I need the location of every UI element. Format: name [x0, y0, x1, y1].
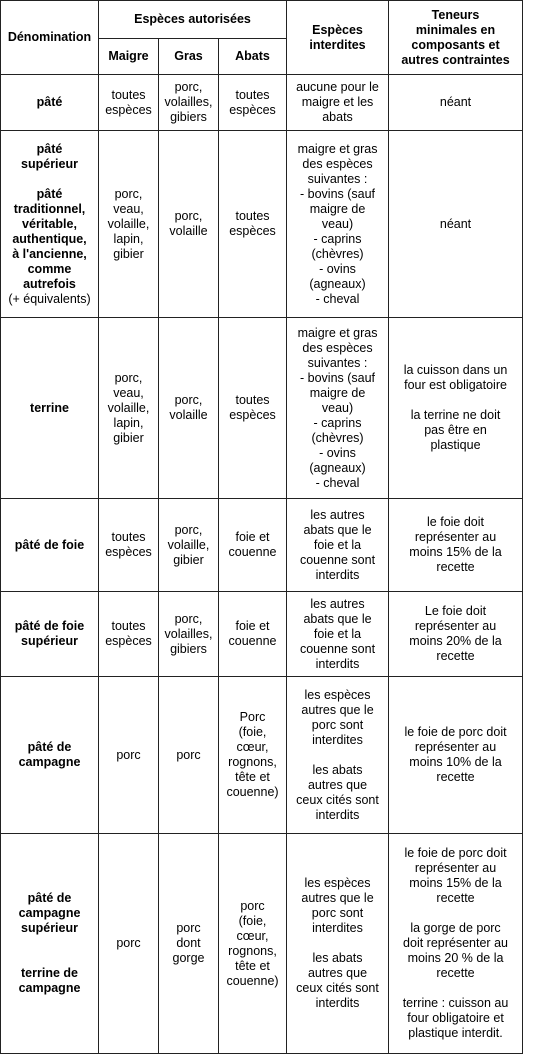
cell-interdites: les espèces autres que le porc sont interdites les abats autres que ceux cités sont interdits [287, 834, 389, 1054]
cell-abats: porc (foie, cœur, rognons, tête et couenne) [219, 834, 287, 1054]
cell-teneurs: le foie doit représenter au moins 15% de la recette [389, 499, 523, 592]
cell-gras: porc dont gorge [159, 834, 219, 1054]
cell-abats: toutes espèces [219, 75, 287, 131]
cell-gras: porc [159, 677, 219, 834]
cell-interdites: les autres abats que le foie et la couenne sont interdits [287, 592, 389, 677]
cell-abats: Porc (foie, cœur, rognons, tête et couenne) [219, 677, 287, 834]
cell-maigre: toutes espèces [99, 75, 159, 131]
header-teneurs: Teneurs minimales en composants et autres contraintes [389, 1, 523, 75]
header-especes-autorisees: Espèces autorisées [99, 1, 287, 39]
header-especes-interdites: Espèces interdites [287, 1, 389, 75]
cell-teneurs: Le foie doit représenter au moins 20% de la recette [389, 592, 523, 677]
cell-teneurs: le foie de porc doit représenter au moins 10% de la recette [389, 677, 523, 834]
row-denomination: pâté de foie supérieur [1, 592, 99, 677]
cell-abats: toutes espèces [219, 318, 287, 499]
cell-abats: toutes espèces [219, 131, 287, 318]
cell-gras: porc, volaille [159, 131, 219, 318]
header-gras: Gras [159, 39, 219, 75]
cell-maigre: porc [99, 677, 159, 834]
cell-gras: porc, volailles, gibiers [159, 75, 219, 131]
table-row [1, 499, 523, 592]
row-denomination: pâté de campagne supérieur terrine de campagne [1, 834, 99, 1054]
cell-abats: foie et couenne [219, 592, 287, 677]
row-denomination: pâté de campagne [1, 677, 99, 834]
header-maigre: Maigre [99, 39, 159, 75]
cell-abats: foie et couenne [219, 499, 287, 592]
cell-interdites: aucune pour le maigre et les abats [287, 75, 389, 131]
table-row [1, 834, 523, 1054]
row-denomination-label: pâté supérieur pâté traditionnel, véritable, authentique, à l'ancienne, comme autrefois [12, 141, 87, 291]
cell-maigre: toutes espèces [99, 592, 159, 677]
row-denomination [1, 131, 99, 318]
cell-interdites: les autres abats que le foie et la couenne sont interdits [287, 499, 389, 592]
cell-teneurs: néant [389, 131, 523, 318]
cell-teneurs: la cuisson dans un four est obligatoire la terrine ne doit pas être en plastique [389, 318, 523, 499]
cell-maigre: porc, veau, volaille, lapin, gibier [99, 131, 159, 318]
cell-maigre: porc, veau, volaille, lapin, gibier [99, 318, 159, 499]
cell-maigre: porc [99, 834, 159, 1054]
row-denomination: pâté [1, 75, 99, 131]
cell-teneurs: le foie de porc doit représenter au moins 15% de la recette la gorge de porc doit représenter au moins 20 % de la recette terrine : cuisson au four obligatoire et plastique interdit. [389, 834, 523, 1054]
header-denomination: Dénomination [1, 1, 99, 75]
cell-gras: porc, volaille [159, 318, 219, 499]
table-row [1, 677, 523, 834]
row-denomination: terrine [1, 318, 99, 499]
cell-teneurs: néant [389, 75, 523, 131]
table-row [1, 131, 523, 318]
cell-maigre: toutes espèces [99, 499, 159, 592]
table-row [1, 592, 523, 677]
table-row [1, 318, 523, 499]
table-row [1, 75, 523, 131]
cell-interdites: maigre et gras des espèces suivantes : - bovins (sauf maigre de veau) - caprins (chèvres) - ovins (agneaux) - cheval [287, 318, 389, 499]
row-denomination-note: (+ équivalents) [8, 291, 91, 306]
cell-gras: porc, volailles, gibiers [159, 592, 219, 677]
row-denomination: pâté de foie [1, 499, 99, 592]
cell-interdites: les espèces autres que le porc sont interdites les abats autres que ceux cités sont interdits [287, 677, 389, 834]
header-abats: Abats [219, 39, 287, 75]
cell-interdites: maigre et gras des espèces suivantes : - bovins (sauf maigre de veau) - caprins (chèvres) - ovins (agneaux) - cheval [287, 131, 389, 318]
cell-gras: porc, volaille, gibier [159, 499, 219, 592]
